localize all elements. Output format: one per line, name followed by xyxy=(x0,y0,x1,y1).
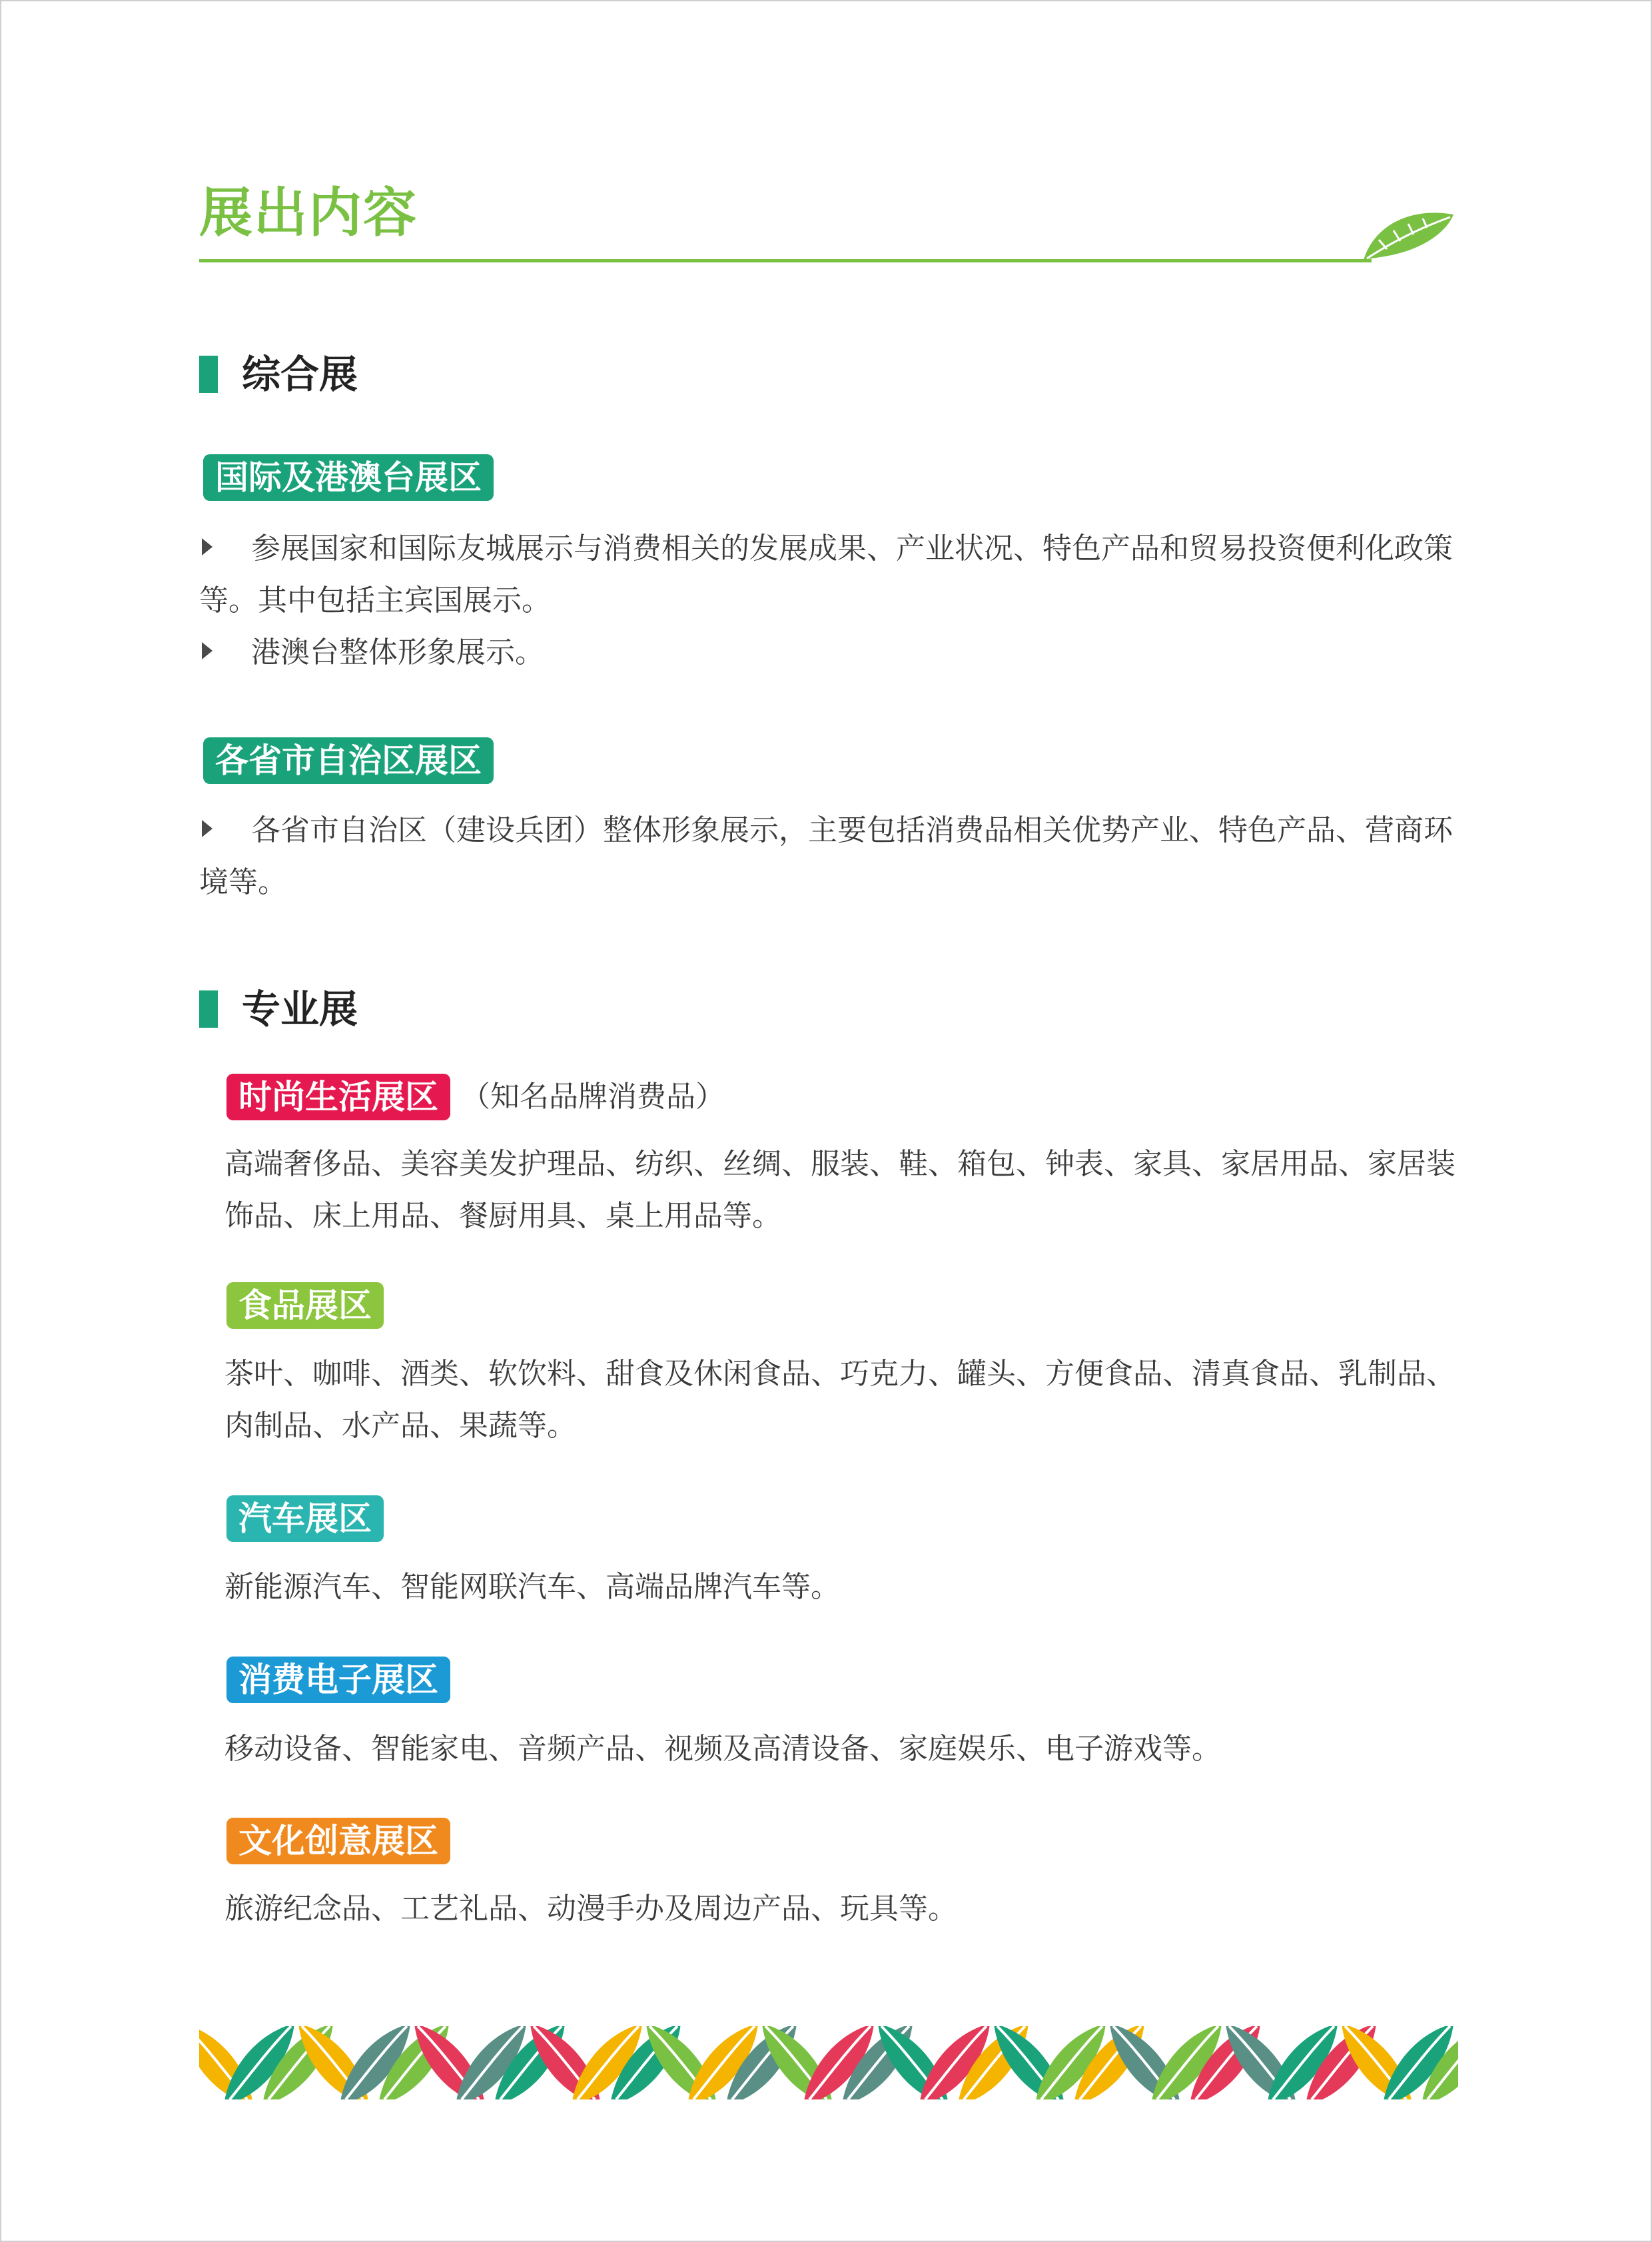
triangle-bullet-icon xyxy=(202,820,212,837)
zone-food-text: 茶叶、咖啡、酒类、软饮料、甜食及休闲食品、巧克力、罐头、方便食品、清真食品、乳制品、肉制品、水产品、果蔬等。 xyxy=(224,1357,1455,1443)
title-underline xyxy=(199,259,1372,262)
bullet-text: 港澳台整体形象展示。 xyxy=(251,635,544,669)
section-professional xyxy=(199,986,358,1032)
zone-tag-food: 食品展区 xyxy=(226,1282,384,1329)
section-marker xyxy=(199,356,218,393)
zone-fashion-note: （知名品牌消费品） xyxy=(461,1080,725,1114)
zone-electronics-text: 移动设备、智能家电、音频产品、视频及高清设备、家庭娱乐、电子游戏等。 xyxy=(224,1732,1221,1766)
bullet-item xyxy=(199,627,1458,679)
zone-tag-culture: 文化创意展区 xyxy=(226,1818,450,1864)
zone-culture-text: 旅游纪念品、工艺礼品、动漫手办及周边产品、玩具等。 xyxy=(224,1892,957,1926)
zone-tag-auto: 汽车展区 xyxy=(226,1495,384,1542)
section-title: 专业展 xyxy=(242,986,358,1032)
section-title: 综合展 xyxy=(242,352,358,397)
page-title: 展出内容 xyxy=(199,182,418,244)
zone-tag-fashion: 时尚生活展区 xyxy=(226,1074,450,1120)
zone-tag-electronics: 消费电子展区 xyxy=(226,1657,450,1703)
triangle-bullet-icon xyxy=(202,642,212,659)
zone-provinces-bullets xyxy=(199,805,1458,909)
zone-fashion-text: 高端奢侈品、美容美发护理品、纺织、丝绸、服装、鞋、箱包、钟表、家具、家居用品、家居装饰品、床上用品、餐厨用具、桌上用品等。 xyxy=(224,1147,1455,1233)
zone-auto-text: 新能源汽车、智能网联汽车、高端品牌汽车等。 xyxy=(224,1570,840,1604)
triangle-bullet-icon xyxy=(202,538,212,556)
bullet-item xyxy=(199,523,1458,627)
bullet-text: 各省市自治区（建设兵团）整体形象展示，主要包括消费品相关优势产业、特色产品、营商环境等。 xyxy=(199,813,1453,899)
zone-tag-international: 国际及港澳台展区 xyxy=(203,454,494,501)
section-comprehensive xyxy=(199,352,358,397)
leaf-banner xyxy=(199,2026,1458,2099)
zone-tag-provinces: 各省市自治区展区 xyxy=(203,737,494,784)
zone-international-bullets xyxy=(199,523,1458,679)
feather-leaf-icon xyxy=(1360,201,1460,261)
section-marker xyxy=(199,990,218,1028)
bullet-item xyxy=(199,805,1458,909)
bullet-text: 参展国家和国际友城展示与消费相关的发展成果、产业状况、特色产品和贸易投资便利化政策等。其中包括主宾国展示。 xyxy=(199,532,1453,617)
